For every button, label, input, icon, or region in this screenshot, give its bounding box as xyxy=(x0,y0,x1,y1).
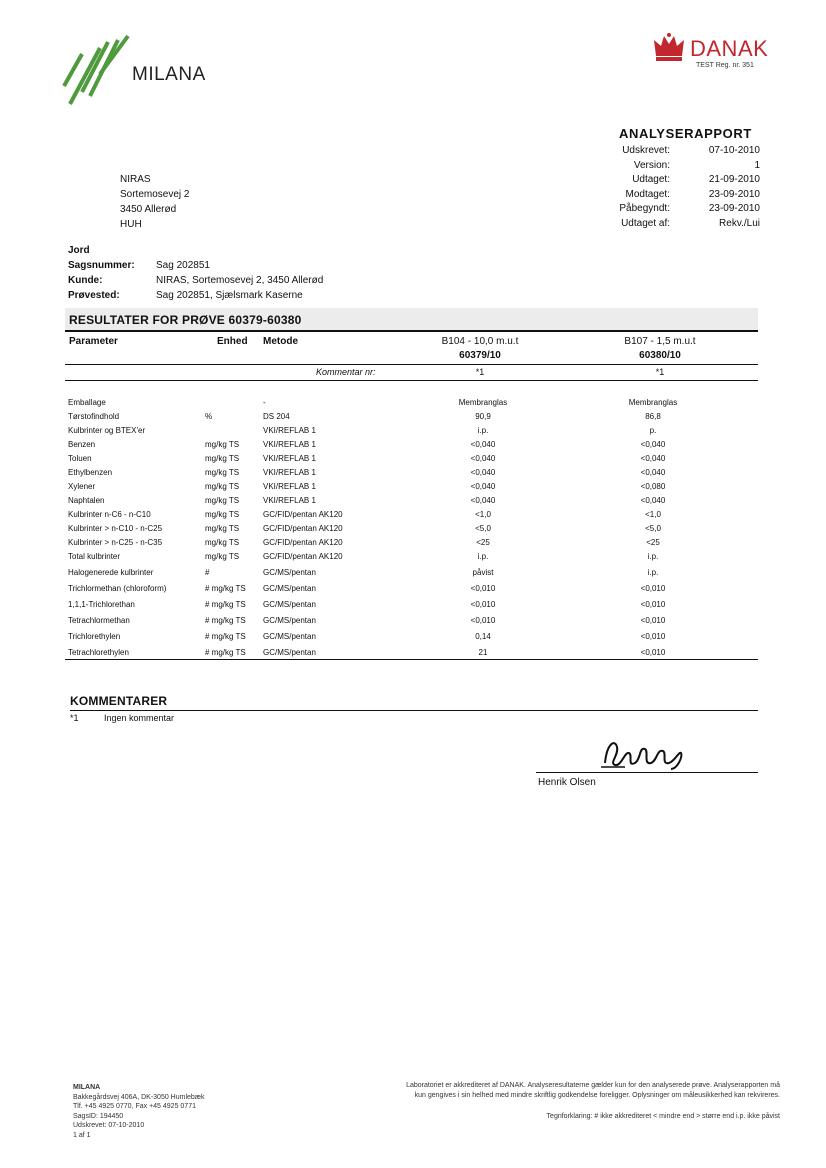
results-title: RESULTATER FOR PRØVE 60379-60380 xyxy=(69,313,302,327)
cell-unit: # mg/kg TS xyxy=(205,632,246,641)
cell-unit: # mg/kg TS xyxy=(205,600,246,609)
table-row xyxy=(68,584,758,598)
cell-method: VKI/REFLAB 1 xyxy=(263,468,316,477)
meta-label: Version: xyxy=(633,159,670,171)
sample-2-name: B107 - 1,5 m.u.t xyxy=(624,336,696,347)
table-row xyxy=(68,440,758,454)
cell-value-sample-1: <0,040 xyxy=(470,496,496,505)
cell-method: DS 204 xyxy=(263,412,290,421)
cell-method: GC/FID/pentan AK120 xyxy=(263,510,343,519)
cell-unit: # mg/kg TS xyxy=(205,648,246,657)
cell-value-sample-2: <0,040 xyxy=(640,496,666,505)
cell-method: GC/MS/pentan xyxy=(263,648,316,657)
cell-method: VKI/REFLAB 1 xyxy=(263,482,316,491)
info-row xyxy=(68,258,323,273)
cell-value-sample-1: <0,010 xyxy=(470,584,496,593)
info-value: Sag 202851, Sjælsmark Kaserne xyxy=(156,290,303,301)
cell-parameter: Benzen xyxy=(68,440,96,449)
cell-parameter: Toluen xyxy=(68,454,92,463)
cell-value-sample-1: påvist xyxy=(472,568,494,577)
cell-parameter: Halogenerede kulbrinter xyxy=(68,568,154,577)
cell-parameter: Total kulbrinter xyxy=(68,552,121,561)
info-value: Sag 202851 xyxy=(156,260,210,271)
table-row xyxy=(68,454,758,468)
cell-value-sample-2: 86,8 xyxy=(645,412,661,421)
cell-value-sample-2: <0,010 xyxy=(640,584,666,593)
meta-value: 23-09-2010 xyxy=(708,203,760,214)
col-method: Metode xyxy=(263,336,298,347)
address-line: HUH xyxy=(120,219,142,230)
cell-method: VKI/REFLAB 1 xyxy=(263,454,316,463)
sample-type: Jord xyxy=(68,245,90,256)
cell-parameter: Xylener xyxy=(68,482,96,491)
cell-parameter: Tørstofindhold xyxy=(68,412,120,421)
address-line: Sortemosevej 2 xyxy=(120,189,190,200)
footer-line: SagsID: 194450 xyxy=(73,1112,124,1120)
cell-method: - xyxy=(263,398,266,407)
table-row xyxy=(68,552,758,566)
cell-unit: % xyxy=(205,412,213,421)
table-row xyxy=(68,482,758,496)
table-row xyxy=(68,538,758,552)
meta-label: Modtaget: xyxy=(625,188,670,200)
table-row xyxy=(68,468,758,482)
info-label: Prøvested: xyxy=(68,290,120,301)
table-row xyxy=(68,412,758,426)
sample-2-comment: *1 xyxy=(655,367,665,377)
cell-value-sample-1: <25 xyxy=(476,538,490,547)
table-row xyxy=(68,496,758,510)
cell-method: VKI/REFLAB 1 xyxy=(263,496,316,505)
cell-parameter: Tetrachlorethylen xyxy=(68,648,129,657)
cell-value-sample-1: Membranglas xyxy=(458,398,508,407)
cell-parameter: Trichlorethylen xyxy=(68,632,121,641)
cell-parameter: Kulbrinter og BTEX'er xyxy=(68,426,146,435)
cell-value-sample-2: <0,010 xyxy=(640,600,666,609)
cell-unit: mg/kg TS xyxy=(205,496,240,505)
cell-method: GC/MS/pentan xyxy=(263,600,316,609)
table-row xyxy=(68,426,758,440)
footer-contact xyxy=(73,1083,205,1140)
cell-value-sample-1: 90,9 xyxy=(475,412,491,421)
table-row xyxy=(68,632,758,646)
cell-parameter: Kulbrinter n-C6 - n-C10 xyxy=(68,510,151,519)
cell-value-sample-1: <0,040 xyxy=(470,468,496,477)
danak-name: DANAK xyxy=(690,36,769,61)
cell-value-sample-2: i.p. xyxy=(647,568,659,577)
table-row xyxy=(68,398,758,412)
brand-name: MILANA xyxy=(132,64,206,85)
cell-method: GC/MS/pentan xyxy=(263,568,316,577)
footer-line: Udskrevet: 07-10-2010 xyxy=(73,1122,145,1129)
crown-icon xyxy=(652,32,686,62)
divider xyxy=(65,364,758,365)
cell-method: GC/MS/pentan xyxy=(263,584,316,593)
signer-name: Henrik Olsen xyxy=(538,777,596,788)
cell-value-sample-2: Membranglas xyxy=(628,398,678,407)
col-parameter: Parameter xyxy=(69,336,118,347)
comment-ref: *1 xyxy=(70,713,79,723)
comment-text: Ingen kommentar xyxy=(104,713,175,723)
cell-value-sample-1: 21 xyxy=(478,648,488,657)
signature-line xyxy=(536,772,758,773)
table-row xyxy=(68,510,758,524)
cell-value-sample-2: <0,010 xyxy=(640,648,666,657)
footer-line: Laboratoriet er akkrediteret af DANAK. Analyseresultaterne gælder kun for den analyserede prøve. Analyserapporten må xyxy=(406,1082,780,1089)
cell-value-sample-1: <0,010 xyxy=(470,600,496,609)
info-value: NIRAS, Sortemosevej 2, 3450 Allerød xyxy=(156,275,324,286)
cell-unit: mg/kg TS xyxy=(205,552,240,561)
meta-value: 1 xyxy=(754,159,760,171)
cell-unit: # xyxy=(205,568,210,577)
comments-title: KOMMENTARER xyxy=(70,694,168,708)
cell-value-sample-2: <0,040 xyxy=(640,440,666,449)
footer-line: MILANA xyxy=(73,1084,101,1091)
comment-label: Kommentar nr: xyxy=(316,367,376,377)
info-label: Sagsnummer: xyxy=(68,260,135,271)
sample-info xyxy=(68,243,323,303)
cell-parameter: Tetrachlormethan xyxy=(68,616,130,625)
col-unit: Enhed xyxy=(217,336,248,347)
address-line: 3450 Allerød xyxy=(120,204,177,215)
table-row xyxy=(68,524,758,538)
cell-unit: mg/kg TS xyxy=(205,468,240,477)
cell-value-sample-2: <25 xyxy=(646,538,660,547)
divider xyxy=(65,380,758,381)
info-row xyxy=(68,273,323,288)
cell-value-sample-2: <1,0 xyxy=(645,510,661,519)
sample-1-id: 60379/10 xyxy=(459,350,501,361)
milana-logo xyxy=(60,34,230,106)
cell-unit: mg/kg TS xyxy=(205,482,240,491)
cell-parameter: Kulbrinter > n-C10 - n-C25 xyxy=(68,524,163,533)
cell-method: GC/MS/pentan xyxy=(263,632,316,641)
cell-unit: mg/kg TS xyxy=(205,524,240,533)
cell-method: GC/MS/pentan xyxy=(263,616,316,625)
sample-1-name: B104 - 10,0 m.u.t xyxy=(441,336,519,347)
cell-method: GC/FID/pentan AK120 xyxy=(263,524,343,533)
info-label: Kunde: xyxy=(68,275,103,286)
cell-parameter: Naphtalen xyxy=(68,496,105,505)
footer-line: Bakkegårdsvej 406A, DK-3050 Humlebæk xyxy=(73,1093,205,1101)
meta-label: Påbegyndt: xyxy=(619,203,670,214)
danak-logo xyxy=(650,30,780,75)
cell-value-sample-1: <0,040 xyxy=(470,440,496,449)
info-row xyxy=(68,288,323,303)
cell-parameter: Ethylbenzen xyxy=(68,468,113,477)
cell-value-sample-1: <0,040 xyxy=(470,454,496,463)
cell-value-sample-2: <0,040 xyxy=(640,468,666,477)
sample-2-id: 60380/10 xyxy=(639,350,681,361)
table-row xyxy=(68,616,758,630)
cell-unit: mg/kg TS xyxy=(205,510,240,519)
report-meta xyxy=(610,144,760,231)
cell-value-sample-2: <0,010 xyxy=(640,632,666,641)
sample-1-comment: *1 xyxy=(475,367,485,377)
meta-label: Udskrevet: xyxy=(622,145,670,156)
cell-value-sample-2: <0,010 xyxy=(640,616,666,625)
table-row xyxy=(68,568,758,582)
recipient-address xyxy=(120,172,189,232)
cell-unit: mg/kg TS xyxy=(205,440,240,449)
comment-item xyxy=(70,713,174,723)
divider xyxy=(65,330,758,332)
cell-method: GC/FID/pentan AK120 xyxy=(263,538,343,547)
cell-value-sample-2: i.p. xyxy=(647,552,659,561)
cell-method: VKI/REFLAB 1 xyxy=(263,426,316,435)
cell-value-sample-2: <5,0 xyxy=(645,524,661,533)
cell-value-sample-2: <0,080 xyxy=(640,482,666,491)
milana-stripes-icon xyxy=(60,34,130,106)
cell-value-sample-1: <5,0 xyxy=(475,524,491,533)
cell-parameter: Emballage xyxy=(68,398,106,407)
footer-line: Tlf. +45 4925 0770, Fax +45 4925 0771 xyxy=(73,1103,196,1110)
cell-unit: # mg/kg TS xyxy=(205,616,246,625)
footer-line: 1 af 1 xyxy=(73,1131,91,1139)
table-row xyxy=(68,600,758,614)
report-title: ANALYSERAPPORT xyxy=(619,126,752,141)
danak-reg: TEST Reg. nr. 351 xyxy=(696,62,754,69)
cell-value-sample-2: p. xyxy=(649,426,657,435)
signature-image xyxy=(595,733,690,775)
divider xyxy=(65,659,758,660)
cell-value-sample-1: i.p. xyxy=(477,552,489,561)
cell-unit: mg/kg TS xyxy=(205,538,240,547)
cell-value-sample-1: <0,010 xyxy=(470,616,496,625)
cell-value-sample-1: i.p. xyxy=(477,426,489,435)
cell-value-sample-2: <0,040 xyxy=(640,454,666,463)
meta-value: 21-09-2010 xyxy=(708,174,760,185)
cell-parameter: Kulbrinter > n-C25 - n-C35 xyxy=(68,538,163,547)
cell-parameter: 1,1,1-Trichlorethan xyxy=(68,600,135,609)
meta-label: Udtaget: xyxy=(632,174,670,185)
divider xyxy=(70,710,758,711)
cell-method: GC/FID/pentan AK120 xyxy=(263,552,343,561)
cell-parameter: Trichlormethan (chloroform) xyxy=(68,584,167,593)
cell-value-sample-1: <1,0 xyxy=(475,510,491,519)
footer-legend: Tegnforklaring: # ikke akkrediteret < mindre end > større end i.p. ikke påvist xyxy=(546,1113,780,1120)
cell-value-sample-1: 0,14 xyxy=(475,632,491,641)
footer-line: kun gengives i sin helhed med mindre skriftlig godkendelse foreligger. Oplysninger om måleusikkerhed kan rekvireres. xyxy=(414,1091,780,1099)
footer-disclaimer xyxy=(300,1081,780,1122)
meta-value: Rekv./Lui xyxy=(719,217,760,229)
cell-method: VKI/REFLAB 1 xyxy=(263,440,316,449)
meta-value: 23-09-2010 xyxy=(708,188,760,200)
cell-value-sample-1: <0,040 xyxy=(470,482,496,491)
meta-value: 07-10-2010 xyxy=(708,145,760,156)
cell-unit: mg/kg TS xyxy=(205,454,240,463)
address-line: NIRAS xyxy=(120,174,151,185)
meta-label: Udtaget af: xyxy=(621,217,670,229)
cell-unit: # mg/kg TS xyxy=(205,584,246,593)
